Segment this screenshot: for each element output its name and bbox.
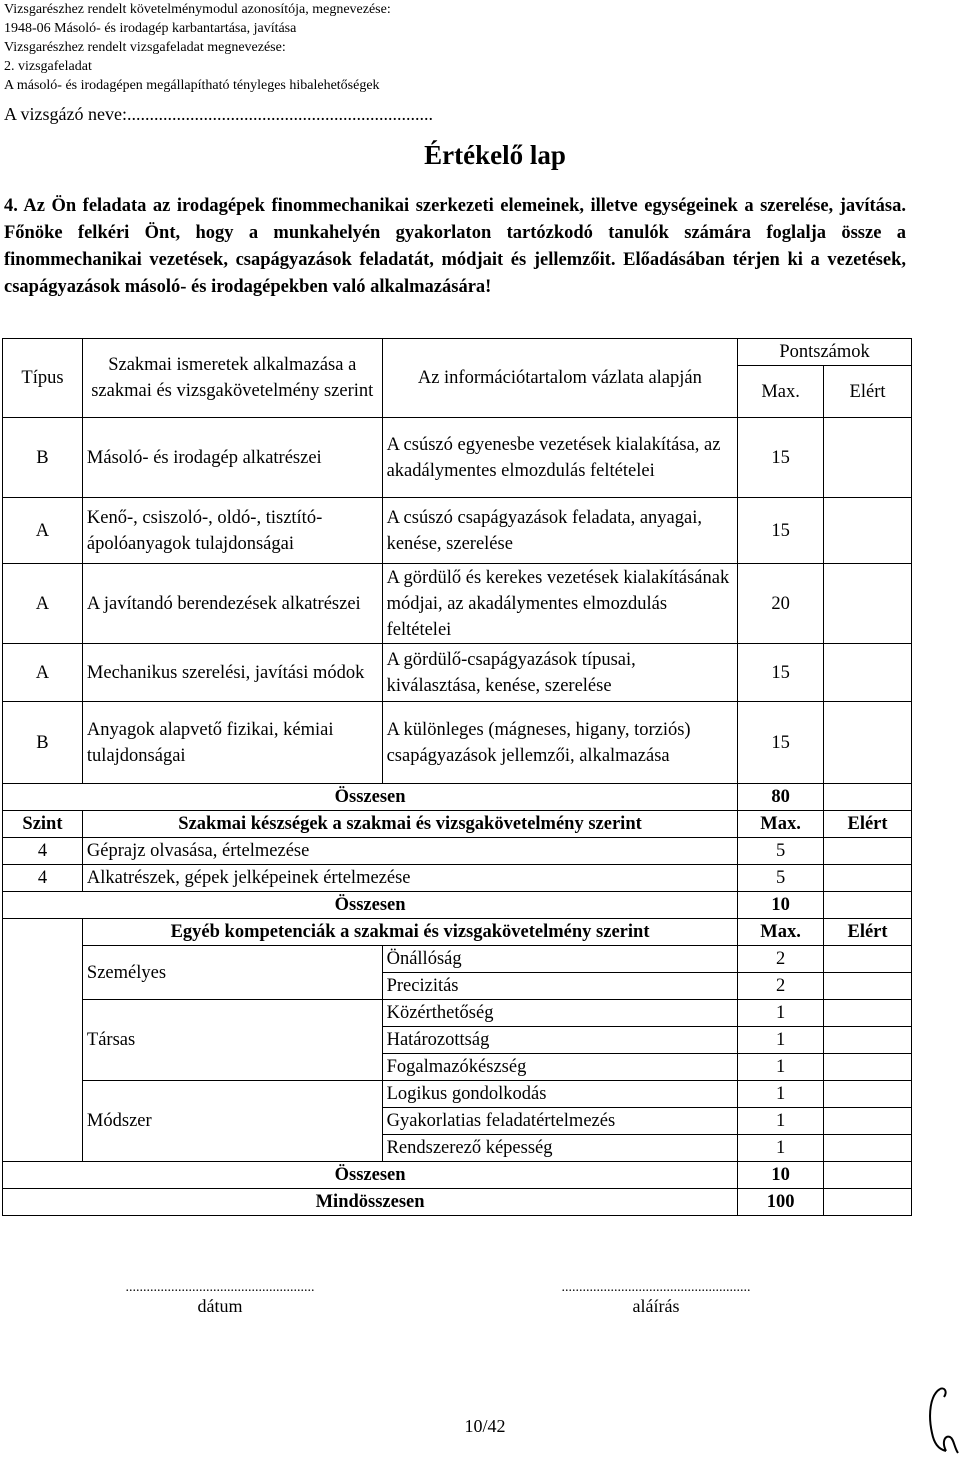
- competency-max: 1: [738, 1108, 824, 1135]
- header-type: Típus: [3, 339, 83, 418]
- competency-group: Személyes: [82, 946, 382, 1000]
- competency-achieved[interactable]: [824, 1081, 912, 1108]
- header-line: Vizsgarészhez rendelt vizsgafeladat megnevezése:: [4, 40, 286, 55]
- skills-total-max: 10: [738, 892, 824, 919]
- skill-name: Géprajz olvasása, értelmezése: [82, 838, 737, 865]
- competency-blank: [3, 919, 83, 946]
- competency-header-title: Egyéb kompetenciák a szakmai és vizsgakövetelmény szerint: [82, 919, 737, 946]
- skills-header-achieved: Elért: [824, 811, 912, 838]
- header-line: 2. vizsgafeladat: [4, 59, 92, 74]
- competency-total-achieved[interactable]: [824, 1162, 912, 1189]
- knowledge-table: [2, 338, 912, 1216]
- competency-item: Önállóság: [382, 946, 738, 973]
- competency-max: 1: [738, 1081, 824, 1108]
- skill-achieved[interactable]: [824, 865, 912, 892]
- competency-blank: [3, 1027, 83, 1054]
- row-topic: Kenő-, csiszoló-, oldó-, tisztító-ápolóanyagok tulajdonságai: [82, 498, 382, 564]
- row-max: 15: [738, 702, 824, 784]
- header-achieved: Elért: [824, 366, 912, 418]
- document-header: [4, 0, 391, 95]
- competency-blank: [3, 1054, 83, 1081]
- header-outline: Az információtartalom vázlata alapján: [382, 339, 738, 418]
- row-max: 15: [738, 418, 824, 498]
- skills-total-achieved[interactable]: [824, 892, 912, 919]
- competency-item: Logikus gondolkodás: [382, 1081, 738, 1108]
- skill-level: 4: [3, 838, 83, 865]
- examinee-name-field: A vizsgázó neve:....................................................................: [4, 104, 433, 124]
- competency-group: Társas: [82, 1000, 382, 1081]
- competency-item: Közérthetőség: [382, 1000, 738, 1027]
- competency-item: Gyakorlatias feladatértelmezés: [382, 1108, 738, 1135]
- grand-total-label: Mindösszesen: [3, 1189, 738, 1216]
- competency-item: Határozottság: [382, 1027, 738, 1054]
- header-line: 1948-06 Másoló- és irodagép karbantartása, javítása: [4, 21, 297, 36]
- signature-label: aláírás: [632, 1296, 680, 1316]
- competency-blank: [3, 1108, 83, 1135]
- knowledge-total-achieved[interactable]: [824, 784, 912, 811]
- competency-blank: [3, 1081, 83, 1108]
- competency-achieved[interactable]: [824, 1135, 912, 1162]
- handwritten-signature: [924, 1385, 960, 1457]
- page-title: Értékelő lap: [424, 140, 566, 170]
- competency-achieved[interactable]: [824, 973, 912, 1000]
- row-outline: A gördülő-csapágyazások típusai, kiválasztása, kenése, szerelése: [382, 644, 738, 702]
- row-max: 15: [738, 498, 824, 564]
- header-points: Pontszámok: [738, 339, 912, 366]
- row-type: A: [3, 498, 83, 564]
- competency-max: 2: [738, 946, 824, 973]
- competency-achieved[interactable]: [824, 1000, 912, 1027]
- skills-header-level: Szint: [3, 811, 83, 838]
- row-outline: A csúszó egyenesbe vezetések kialakítása, az akadálymentes elmozdulás feltételei: [382, 418, 738, 498]
- row-outline: A gördülő és kerekes vezetések kialakításának módjai, az akadálymentes elmozdulás feltételei: [382, 564, 738, 644]
- competency-total-max: 10: [738, 1162, 824, 1189]
- row-topic: Mechanikus szerelési, javítási módok: [82, 644, 382, 702]
- grand-total-achieved[interactable]: [824, 1189, 912, 1216]
- row-topic: Másoló- és irodagép alkatrészei: [82, 418, 382, 498]
- skill-level: 4: [3, 865, 83, 892]
- competency-total-label: Összesen: [3, 1162, 738, 1189]
- row-outline: A csúszó csapágyazások feladata, anyagai, kenése, szerelése: [382, 498, 738, 564]
- header-max: Max.: [738, 366, 824, 418]
- competency-achieved[interactable]: [824, 1054, 912, 1081]
- competency-item: Rendszerező képesség: [382, 1135, 738, 1162]
- skill-name: Alkatrészek, gépek jelképeinek értelmezése: [82, 865, 737, 892]
- row-achieved[interactable]: [824, 498, 912, 564]
- skill-achieved[interactable]: [824, 838, 912, 865]
- row-outline: A különleges (mágneses, higany, torziós) csapágyazások jellemzői, alkalmazása: [382, 702, 738, 784]
- competency-max: 1: [738, 1000, 824, 1027]
- row-achieved[interactable]: [824, 564, 912, 644]
- row-topic: Anyagok alapvető fizikai, kémiai tulajdonságai: [82, 702, 382, 784]
- header-line: A másoló- és irodagépen megállapítható tényleges hibalehetőségek: [4, 78, 380, 93]
- skills-header-max: Max.: [738, 811, 824, 838]
- row-achieved[interactable]: [824, 418, 912, 498]
- competency-achieved[interactable]: [824, 1027, 912, 1054]
- date-field: [88, 1280, 352, 1317]
- task-description: 4. Az Ön feladata az irodagépek finommechanikai szerkezeti elemeinek, illetve egységeinek a szerelése, javítása. Főnöke felkéri Önt, hogy a munkahelyén gyakorlaton tartózkodó tanulók számára foglalja össze a finommechanikai vezetések, csapágyazások feladatát, módjait és jellemzőit. Előadásában térjen ki a vezetések, csapágyazások másoló- és irodagépekben való alkalmazására!: [4, 196, 906, 297]
- row-achieved[interactable]: [824, 702, 912, 784]
- competency-blank: [3, 1000, 83, 1027]
- competency-item: Fogalmazókészség: [382, 1054, 738, 1081]
- skill-max: 5: [738, 865, 824, 892]
- knowledge-total-max: 80: [738, 784, 824, 811]
- competency-header-achieved: Elért: [824, 919, 912, 946]
- row-type: B: [3, 702, 83, 784]
- competency-max: 1: [738, 1135, 824, 1162]
- competency-achieved[interactable]: [824, 1108, 912, 1135]
- competency-max: 1: [738, 1054, 824, 1081]
- competency-achieved[interactable]: [824, 946, 912, 973]
- competency-item: Precizitás: [382, 973, 738, 1000]
- competency-blank: [3, 1135, 83, 1162]
- grand-total-max: 100: [738, 1189, 824, 1216]
- competency-blank: [3, 973, 83, 1000]
- row-type: B: [3, 418, 83, 498]
- date-label: dátum: [197, 1296, 243, 1316]
- row-max: 20: [738, 564, 824, 644]
- knowledge-total-label: Összesen: [3, 784, 738, 811]
- skill-max: 5: [738, 838, 824, 865]
- header-topic: Szakmai ismeretek alkalmazása a szakmai és vizsgakövetelmény szerint: [82, 339, 382, 418]
- competency-max: 2: [738, 973, 824, 1000]
- signature-field: [524, 1280, 788, 1317]
- row-topic: A javítandó berendezések alkatrészei: [82, 564, 382, 644]
- header-line: Vizsgarészhez rendelt követelménymodul azonosítója, megnevezése:: [4, 2, 391, 17]
- skills-total-label: Összesen: [3, 892, 738, 919]
- page-number: 10/42: [464, 1416, 506, 1436]
- row-type: A: [3, 644, 83, 702]
- date-dots: ......................................................: [125, 1280, 315, 1295]
- skills-header-skill: Szakmai készségek a szakmai és vizsgakövetelmény szerint: [82, 811, 737, 838]
- competency-blank: [3, 946, 83, 973]
- competency-header-max: Max.: [738, 919, 824, 946]
- signature-dots: ......................................................: [561, 1280, 751, 1295]
- competency-group: Módszer: [82, 1081, 382, 1162]
- competency-max: 1: [738, 1027, 824, 1054]
- row-max: 15: [738, 644, 824, 702]
- row-type: A: [3, 564, 83, 644]
- row-achieved[interactable]: [824, 644, 912, 702]
